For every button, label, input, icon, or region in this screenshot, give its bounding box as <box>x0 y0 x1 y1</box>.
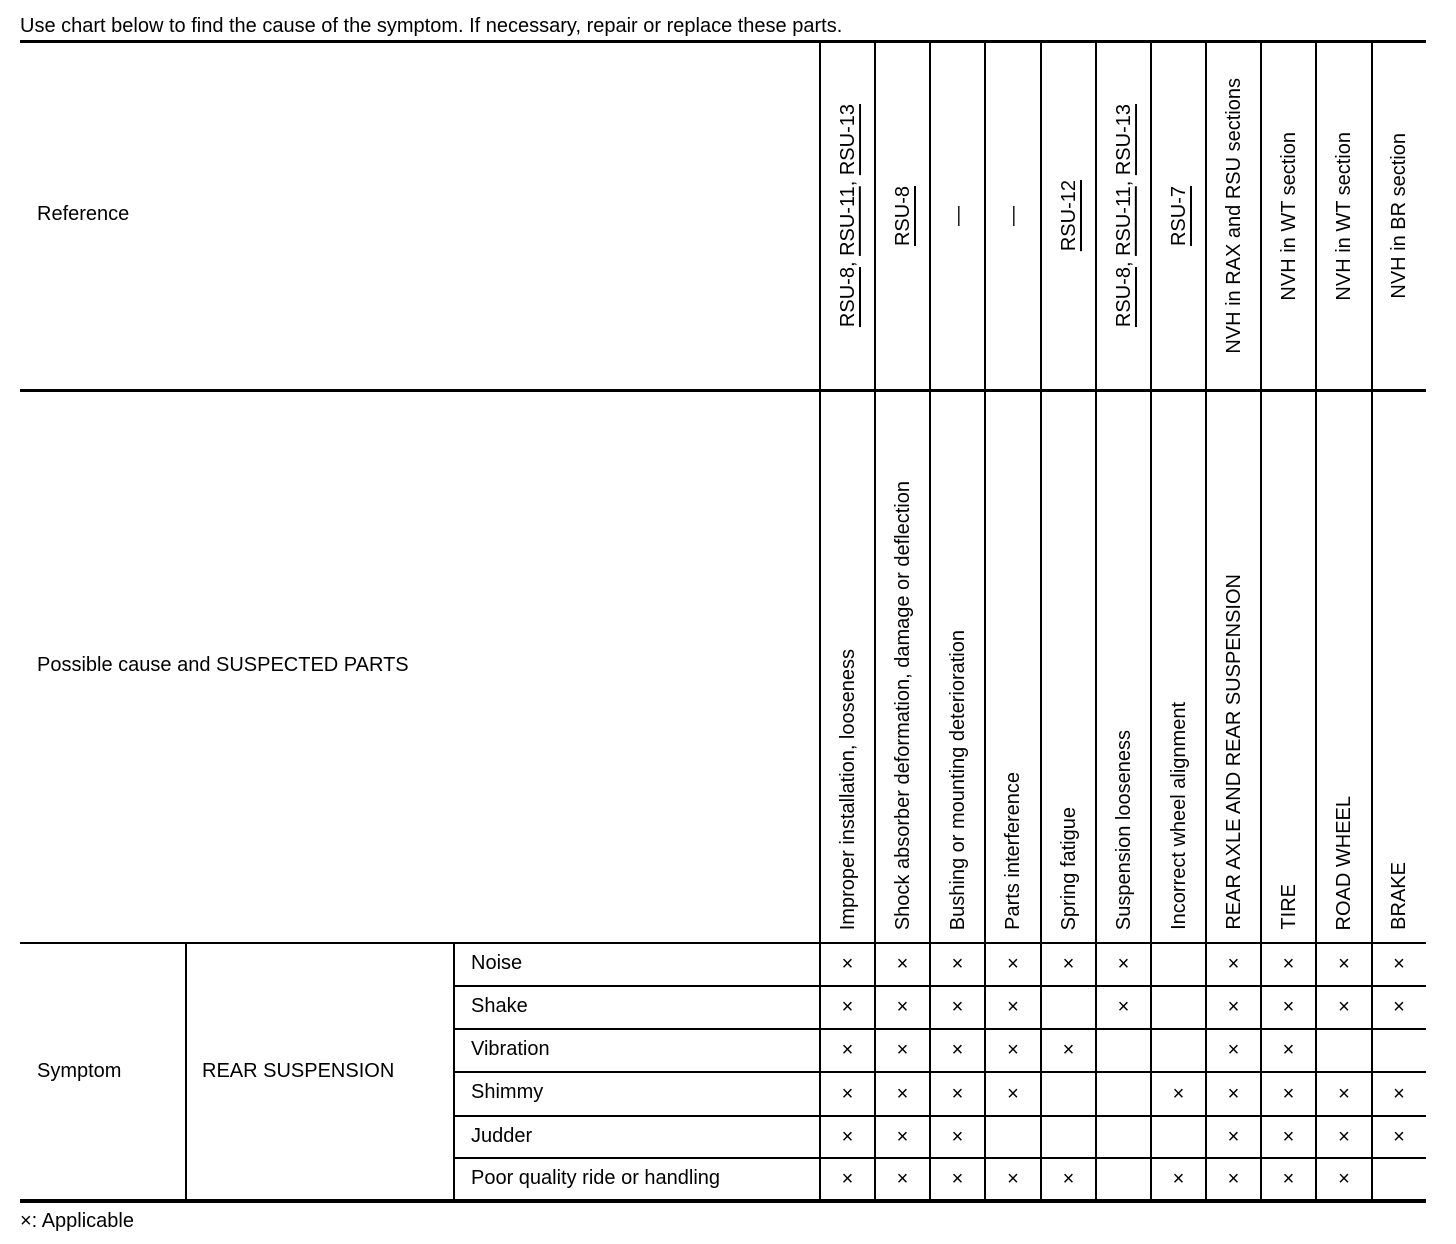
applicable-mark: × <box>1338 996 1350 1018</box>
cause-cell <box>1151 392 1206 930</box>
applicable-mark: × <box>1227 1125 1240 1148</box>
applicable-mark: × <box>951 1039 964 1061</box>
reference-text <box>1113 104 1135 327</box>
reference-link[interactable]: RSU-8 <box>891 185 914 246</box>
reference-part: , <box>1112 256 1135 268</box>
applicable-mark: × <box>1007 1168 1019 1190</box>
applicable-mark: × <box>896 953 909 975</box>
reference-cell <box>875 43 930 389</box>
reference-cell <box>1206 43 1261 389</box>
applicable-mark: × <box>951 1082 964 1105</box>
applicable-mark: × <box>841 1082 854 1105</box>
applicable-mark: × <box>1338 953 1350 975</box>
cause-cell <box>985 392 1041 930</box>
symptom-row-label: Shimmy <box>471 1081 544 1103</box>
symptom-row-label: Noise <box>471 952 523 974</box>
applicable-mark: × <box>1338 1082 1350 1105</box>
applicable-mark: × <box>1062 1039 1075 1061</box>
symptom-row-label: Vibration <box>471 1038 550 1060</box>
reference-cell <box>1096 43 1151 389</box>
applicable-mark: × <box>1007 1082 1019 1105</box>
applicable-mark: × <box>1007 953 1019 975</box>
column-divider <box>185 943 187 1201</box>
applicable-mark: × <box>951 1168 964 1190</box>
cause-text: Improper installation, looseness <box>836 648 859 930</box>
cause-cell <box>930 392 985 930</box>
cause-cell <box>1096 392 1151 930</box>
applicable-mark: × <box>1227 1039 1240 1061</box>
reference-link[interactable]: RSU-13 <box>1112 104 1135 176</box>
reference-text <box>1002 206 1024 226</box>
legend-text: ×: Applicable <box>20 1210 134 1232</box>
applicable-mark: × <box>951 953 964 975</box>
reference-cell <box>1151 43 1206 389</box>
applicable-mark: × <box>1393 953 1405 975</box>
applicable-mark: × <box>1227 1168 1240 1190</box>
applicable-mark: × <box>1393 996 1405 1018</box>
applicable-mark: × <box>1393 1082 1405 1105</box>
system-label: REAR SUSPENSION <box>202 1060 395 1082</box>
applicable-mark: × <box>841 1039 854 1061</box>
cause-cell <box>1261 392 1316 930</box>
reference-part: NVH in BR section <box>1388 133 1410 299</box>
reference-part: — <box>946 206 969 226</box>
applicable-mark: × <box>896 996 909 1018</box>
applicable-mark: × <box>1227 996 1240 1018</box>
reference-text <box>1333 132 1355 301</box>
applicable-mark: × <box>1117 996 1130 1018</box>
cause-cell <box>875 392 930 930</box>
reference-link[interactable]: RSU-13 <box>836 104 859 176</box>
cause-text: Parts interference <box>1002 772 1024 930</box>
reference-link[interactable]: RSU-12 <box>1057 180 1080 252</box>
applicable-mark: × <box>951 1125 964 1148</box>
cause-text: TIRE <box>1277 884 1300 930</box>
applicable-mark: × <box>896 1039 909 1061</box>
applicable-mark: × <box>1007 996 1019 1018</box>
reference-cell <box>1316 43 1372 389</box>
symptom-label: Symptom <box>37 1060 122 1082</box>
applicable-mark: × <box>1338 1125 1350 1148</box>
applicable-mark: × <box>841 953 854 975</box>
reference-cell <box>1261 43 1316 389</box>
reference-part: NVH in WT section <box>1333 131 1355 301</box>
reference-text <box>892 186 914 246</box>
reference-part: NVH in RAX and RSU sections <box>1222 78 1245 354</box>
cause-cell <box>1206 392 1261 930</box>
applicable-mark: × <box>1062 1168 1075 1190</box>
applicable-mark: × <box>1007 1039 1019 1061</box>
applicable-mark: × <box>841 1168 854 1190</box>
reference-cell <box>1372 43 1426 389</box>
applicable-mark: × <box>1227 1082 1240 1105</box>
applicable-mark: × <box>1172 1168 1185 1190</box>
cause-cell <box>1316 392 1372 930</box>
applicable-mark: × <box>841 1125 854 1148</box>
cause-text: Suspension looseness <box>1112 729 1135 930</box>
reference-link[interactable]: RSU-11 <box>836 186 859 257</box>
reference-text <box>837 104 859 327</box>
reference-text <box>1058 180 1080 251</box>
cause-text: REAR AXLE AND REAR SUSPENSION <box>1222 574 1245 930</box>
intro-text: Use chart below to find the cause of the symptom. If necessary, repair or replace these parts. <box>20 15 843 37</box>
cause-label: Possible cause and SUSPECTED PARTS <box>37 654 409 676</box>
applicable-mark: × <box>1282 1125 1295 1148</box>
cause-text: ROAD WHEEL <box>1333 795 1355 930</box>
reference-cell <box>930 43 985 389</box>
reference-cell <box>985 43 1041 389</box>
applicable-mark: × <box>1282 1168 1295 1190</box>
reference-link[interactable]: RSU-7 <box>1167 185 1190 246</box>
reference-text <box>1168 186 1190 246</box>
applicable-mark: × <box>841 996 854 1018</box>
applicable-mark: × <box>896 1168 909 1190</box>
reference-text <box>1388 133 1410 299</box>
symptom-row-label: Shake <box>471 995 528 1017</box>
applicable-mark: × <box>1227 953 1240 975</box>
reference-cell <box>820 43 875 389</box>
reference-link[interactable]: RSU-11 <box>1112 186 1135 257</box>
applicable-mark: × <box>1117 953 1130 975</box>
reference-text <box>1278 132 1300 301</box>
cause-text: Incorrect wheel alignment <box>1167 702 1190 930</box>
applicable-mark: × <box>1062 953 1075 975</box>
applicable-mark: × <box>896 1082 909 1105</box>
symptom-row-label: Judder <box>471 1125 533 1147</box>
applicable-mark: × <box>1282 1039 1295 1061</box>
reference-cell <box>1041 43 1096 389</box>
reference-part: , <box>836 256 859 268</box>
reference-text <box>947 206 969 226</box>
cause-cell <box>820 392 875 930</box>
applicable-mark: × <box>951 996 964 1018</box>
cause-text: BRAKE <box>1388 862 1410 930</box>
applicable-mark: × <box>1282 1082 1295 1105</box>
applicable-mark: × <box>896 1125 909 1148</box>
cause-cell <box>1041 392 1096 930</box>
applicable-mark: × <box>1393 1125 1405 1148</box>
reference-part: , <box>1112 175 1135 187</box>
cause-cell <box>1372 392 1426 930</box>
applicable-mark: × <box>1282 953 1295 975</box>
reference-text <box>1223 78 1245 354</box>
cause-text: Spring fatigue <box>1057 806 1080 930</box>
reference-label: Reference <box>37 203 130 225</box>
applicable-mark: × <box>1172 1082 1185 1105</box>
column-divider <box>453 943 455 1201</box>
cause-text: Shock absorber deformation, damage or deflection <box>891 480 914 930</box>
reference-part: — <box>1002 206 1024 226</box>
reference-part: , <box>836 175 859 187</box>
reference-link[interactable]: RSU-8 <box>836 267 859 328</box>
applicable-mark: × <box>1282 996 1295 1018</box>
cause-text: Bushing or mounting deterioration <box>946 629 969 930</box>
symptom-row-label: Poor quality ride or handling <box>471 1167 721 1189</box>
reference-part: NVH in WT section <box>1277 131 1300 301</box>
applicable-mark: × <box>1338 1168 1350 1190</box>
reference-link[interactable]: RSU-8 <box>1112 267 1135 328</box>
